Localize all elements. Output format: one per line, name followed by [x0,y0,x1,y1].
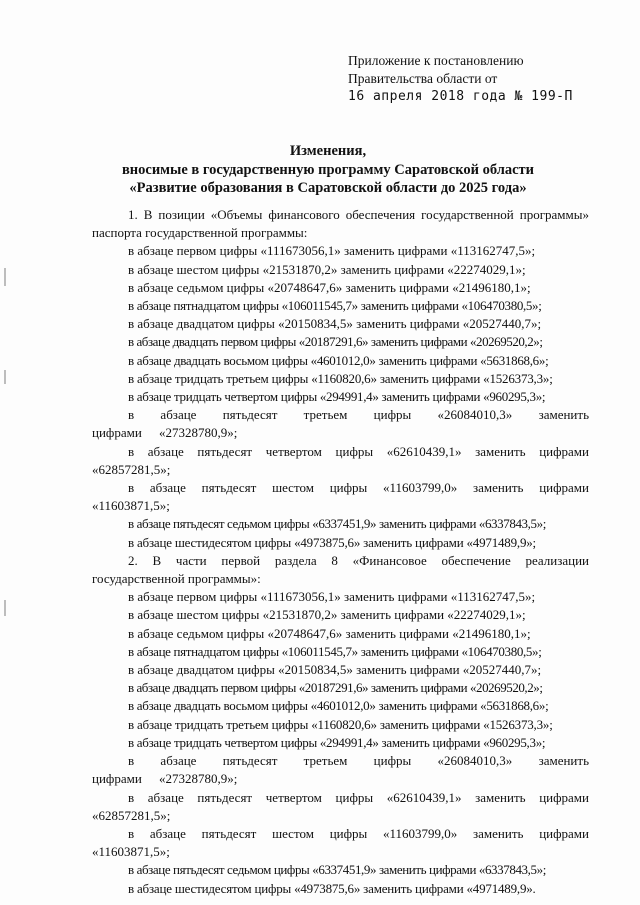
list-item: в абзаце двадцать восьмом цифры «4601012,0» заменить цифрами «5631868,6»; [128,352,549,368]
title-line-3: «Развитие образования в Саратовской области до 2025 года» [129,180,527,196]
list-item: в абзаце двадцать восьмом цифры «4601012,0» заменить цифрами «5631868,6»; [128,698,549,714]
list-item: в абзаце тридцать четвертом цифры «294991,4» заменить цифрами «960295,3»; [128,734,546,750]
list-item: в абзаце пятьдесят четвертом цифры «62610439,1» заменить цифрами «62857281,5»; [92,443,589,477]
list-item: в абзаце первом цифры «111673056,1» заменить цифрами «113162747,5»; [128,243,536,259]
list-item: в абзаце двадцатом цифры «20150834,5» заменить цифрами «20527440,7»; [128,662,542,678]
list-item: в абзаце седьмом цифры «20748647,6» заменить цифрами «21496180,1»; [128,625,531,641]
margin-mark [4,600,6,616]
list-item: в абзаце шестидесятом цифры «4973875,6» заменить цифрами «4971489,9»; [128,534,536,550]
margin-mark [4,268,6,286]
document-body [92,206,589,898]
list-item: в абзаце пятнадцатом цифры «106011545,7» заменить цифрами «106470380,5»; [128,643,542,659]
list-item: в абзаце первом цифры «111673056,1» заменить цифрами «113162747,5»; [128,589,536,605]
header-date-number: 16 апреля 2018 года № 199-П [348,89,573,104]
list-item: в абзаце пятнадцатом цифры «106011545,7» заменить цифрами «106470380,5»; [128,298,542,314]
section-2-intro: 2. В части первой раздела 8 «Финансовое обеспечение реализации государственной программы»: [92,552,589,587]
list-item: в абзаце пятьдесят шестом цифры «11603799,0» заменить цифрами «11603871,5»; [92,825,589,860]
list-item: в абзаце тридцать третьем цифры «1160820,6» заменить цифрами «1526373,3»; [128,716,553,732]
list-item: в абзаце шестом цифры «21531870,2» заменить цифрами «22274029,1»; [128,261,526,277]
header-line-1: Приложение к постановлению [348,53,524,68]
list-item: в абзаце пятьдесят шестом цифры «11603799,0» заменить цифрами «11603871,5»; [92,480,589,514]
title-line-2: вносимые в государственную программу Саратовской области [121,161,535,178]
list-item: в абзаце тридцать третьем цифры «1160820,6» заменить цифрами «1526373,3»; [128,370,553,386]
list-item: в абзаце шестидесятом цифры «4973875,6» заменить цифрами «4971489,9». [128,880,536,896]
document-title [60,142,596,198]
list-item: в абзаце шестом цифры «21531870,2» заменить цифрами «22274029,1»; [128,607,526,623]
list-item: в абзаце пятьдесят третьем цифры «26084010,3» заменить цифрами «27328780,9»; [92,753,589,787]
list-item: в абзаце двадцать первом цифры «20187291,6» заменить цифрами «20269520,2»; [128,680,543,696]
list-item: в абзаце пятьдесят седьмом цифры «6337451,9» заменить цифрами «6337843,5»; [128,516,546,532]
appendix-header [348,52,628,106]
list-item: в абзаце двадцать первом цифры «20187291,6» заменить цифрами «20269520,2»; [128,334,543,350]
margin-mark [4,370,6,384]
list-item: в абзаце двадцатом цифры «20150834,5» заменить цифрами «20527440,7»; [128,316,542,332]
list-item: в абзаце седьмом цифры «20748647,6» заменить цифрами «21496180,1»; [128,279,531,295]
header-line-2: Правительства области от [348,71,498,86]
list-item: в абзаце пятьдесят третьем цифры «26084010,3» заменить цифрами «27328780,9»; [92,407,589,441]
title-line-1: Изменения, [289,143,367,159]
list-item: в абзаце тридцать четвертом цифры «294991,4» заменить цифрами «960295,3»; [128,389,546,405]
section-1-intro: 1. В позиции «Объемы финансового обеспечения государственной программы» паспорта государственной программы: [92,207,589,241]
list-item: в абзаце пятьдесят седьмом цифры «6337451,9» заменить цифрами «6337843,5»; [128,862,546,878]
list-item: в абзаце пятьдесят четвертом цифры «62610439,1» заменить цифрами «62857281,5»; [92,789,589,823]
